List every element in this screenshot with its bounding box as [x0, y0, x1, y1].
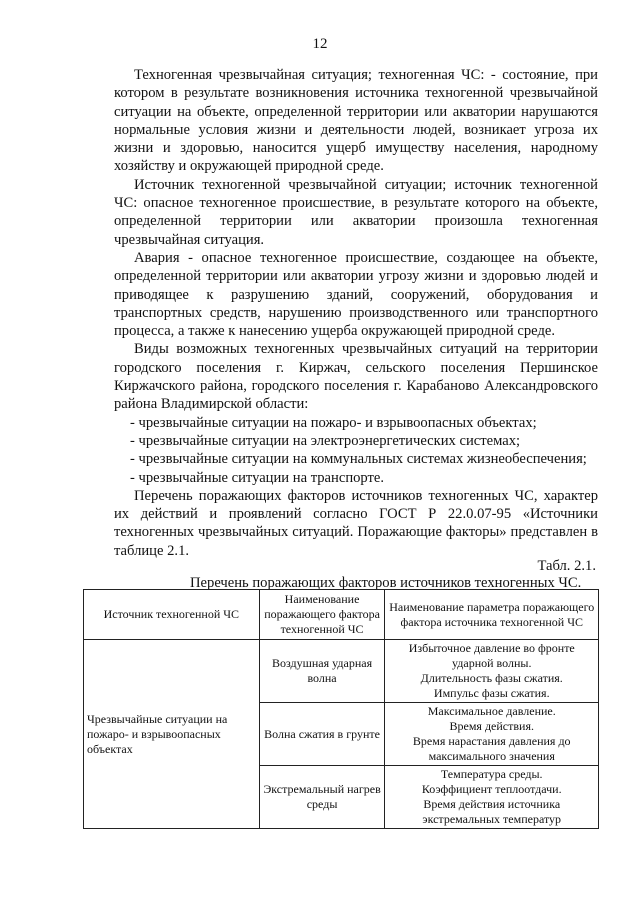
- header-source: Источник техногенной ЧС: [84, 590, 260, 640]
- list-item: - чрезвычайные ситуации на транспорте.: [130, 469, 385, 486]
- page-number: 12: [312, 36, 328, 52]
- source-cell: Чрезвычайные ситуации на пожаро- и взрывоопасных объектах: [84, 640, 260, 829]
- factor-cell: Экстремальный нагрев среды: [259, 766, 385, 829]
- parameter-cell: Температура среды. Коэффициент теплоотдачи. Время действия источника экстремальных температур: [385, 766, 599, 829]
- paragraph-accident: Авария - опасное техногенное происшествие, создающее на объекте, определенной территории или акватории угрозу жизни и здоровью людей и приводящее к разрушению зданий, сооружений, оборудования и транспортных средств, нарушению производственного или транспортного процесса, а также к нанесению ущерба окружающей природной среде.: [114, 249, 598, 340]
- header-parameter: Наименование параметра поражающего фактора источника техногенной ЧС: [385, 590, 599, 640]
- table-caption: Перечень поражающих факторов источников техногенных ЧС.: [190, 575, 582, 591]
- paragraph-factor-list-intro: Перечень поражающих факторов источников техногенных ЧС, характер их действий и проявлений согласно ГОСТ Р 22.0.07-95 «Источники техногенных чрезвычайных ситуаций. Поражающие факторы» представлен в таблице 2.1.: [114, 487, 598, 559]
- parameter-cell: Избыточное давление во фронте ударной волны. Длительность фазы сжатия. Импульс фазы сжатия.: [385, 640, 599, 703]
- paragraph-technogenic-emergency: Техногенная чрезвычайная ситуация; техногенная ЧС: - состояние, при котором в результате возникновения источника техногенной чрезвычайной ситуации на объекте, определенной территории или акватории нарушаются нормальные условия жизни и деятельности людей, возникает угроза их жизни и здоровью, наносится ущерб имуществу населения, народному хозяйству и окружающей природной среде.: [114, 67, 598, 175]
- list-item: - чрезвычайные ситуации на коммунальных системах жизнеобеспечения;: [130, 451, 587, 468]
- damage-factors-table: [83, 589, 599, 829]
- table-row: [84, 640, 599, 703]
- paragraph-emergency-types: Виды возможных техногенных чрезвычайных ситуаций на территории городского поселения г. Киржач, сельского поселения Першинское Киржачского района, городского поселения г. Карабаново Александровского района Владимирской области:: [114, 341, 598, 413]
- parameter-cell: Максимальное давление. Время действия. Время нарастания давления до максимального значения: [385, 703, 599, 766]
- paragraph-emergency-source: Источник техногенной чрезвычайной ситуации; источник техногенной ЧС: опасное техногенное происшествие, в результате которого на объекте, определенной территории или акватории произошла техногенная чрезвычайная ситуация.: [114, 176, 598, 248]
- list-item: - чрезвычайные ситуации на пожаро- и взрывоопасных объектах;: [130, 414, 537, 431]
- body-text: [114, 66, 598, 560]
- list-item: - чрезвычайные ситуации на электроэнергетических системах;: [130, 432, 521, 449]
- factor-cell: Волна сжатия в грунте: [259, 703, 385, 766]
- table-header-row: [84, 590, 599, 640]
- table-reference: Табл. 2.1.: [537, 558, 596, 574]
- header-factor: Наименование поражающего фактора техногенной ЧС: [259, 590, 385, 640]
- factor-cell: Воздушная ударная волна: [259, 640, 385, 703]
